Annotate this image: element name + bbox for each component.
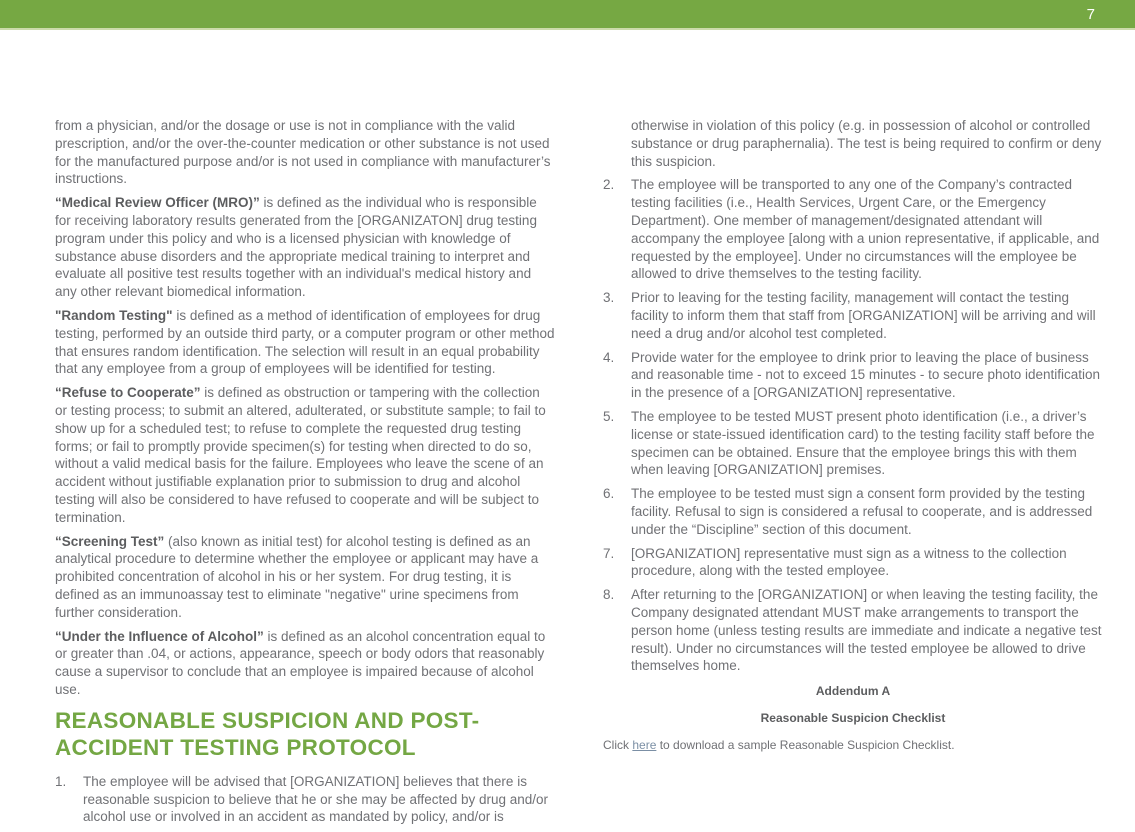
list-number: 2. — [603, 177, 615, 193]
definition-paragraph-random-testing — [55, 307, 555, 378]
list-text: After returning to the [ORGANIZATION] or when leaving the testing facility, the Company designated attendant MUST make arrangements to transport the person home (unless testing results are immediate and indicate a negative test result). Under no circumstances will the tested employee be allowed to drive themselves home. — [631, 587, 1102, 674]
definition-term: "Random Testing" — [55, 307, 173, 323]
list-number: 3. — [603, 290, 615, 306]
definition-term: “Screening Test” — [55, 533, 165, 549]
continuation-paragraph: otherwise in violation of this policy (e.g. in possession of alcohol or controlled substance or drug paraphernalia). The test is being required to confirm or deny this suspicion. — [631, 118, 1102, 169]
here-link[interactable]: here — [632, 737, 657, 752]
download-line-prefix: Click — [603, 737, 633, 752]
list-item-5 — [603, 408, 1103, 479]
list-text: The employee to be tested must sign a consent form provided by the testing facility. Refusal to sign is considered a refusal to cooperate, and is addressed under the “Discipline” section of this document. — [631, 486, 1093, 537]
list-text: The employee will be advised that [ORGANIZATION] believes that there is reasonable suspicion to believe that he or she may be affected by drug and/or alcohol use or involved in an accident as mandated by policy, and/or is — [83, 773, 549, 825]
definition-term: “Under the Influence of Alcohol” — [55, 628, 264, 644]
definition-text: is defined as a method of identification of employees for drug testing, performed by an outside third party, or a computer program or other method that ensures random identification. The selection will result in an equal probability that any employee from a group of employees will be identified for testing. — [55, 307, 555, 377]
page-header-bar — [0, 0, 1135, 30]
addendum-subtitle: Reasonable Suspicion Checklist — [760, 710, 946, 725]
list-number: 8. — [603, 587, 615, 603]
section-heading: REASONABLE SUSPICION AND POST-ACCIDENT TESTING PROTOCOL — [55, 707, 480, 760]
list-number: 4. — [603, 349, 615, 365]
definition-text: is defined as the individual who is responsible for receiving laboratory results generated from the [ORGANIZATON] drug testing program under this policy and who is a licensed physician with knowledge of substance abuse disorders and the appropriate medical training to interpret and evaluate all positive test results together with an individual's medical history and any other relevant biomedical information. — [55, 195, 537, 300]
page-number: 7 — [1086, 6, 1095, 23]
download-line-suffix: to download a sample Reasonable Suspicion Checklist. — [656, 737, 955, 752]
list-text: The employee will be transported to any one of the Company’s contracted testing facilities (i.e., Health Services, Urgent Care, or the Emergency Department). One member of management/designated attendant will accompany the employee [along with a union representative, if applicable, and requested by the employee]. Under no circumstances will the employee be allowed to drive themselves to the testing facility. — [631, 177, 1100, 282]
definition-text: (also known as initial test) for alcohol testing is defined as an analytical procedure to determine whether the employee or applicant may have a prohibited concentration of alcohol in his or her system. For drug testing, it is defined as an immunoassay test to eliminate "negative" urine specimens from further consideration. — [55, 533, 539, 620]
list-item-8 — [603, 586, 1103, 675]
list-number: 7. — [603, 545, 615, 561]
addendum-title: Addendum A — [815, 684, 891, 699]
list-text: Provide water for the employee to drink prior to leaving the place of business and reasonable time - not to exceed 15 minutes - to secure photo identification in the presence of a [ORGANIZATION] representative. — [631, 349, 1101, 401]
definition-paragraph-refuse-to-cooperate — [55, 384, 555, 526]
definition-paragraph-mro — [55, 194, 555, 301]
list-number: 6. — [603, 486, 615, 502]
download-line — [603, 737, 1103, 755]
list-text: The employee to be tested MUST present photo identification (i.e., a driver’s license or state-issued identification card) to the testing facility staff before the specimen can be obtained. Ensure that the employee brings this with them when leaving [ORGANIZATION] premises. — [631, 408, 1095, 478]
definition-text: is defined as obstruction or tampering with the collection or testing process; to submit an altered, adulterated, or substitute sample; to fail to show up for a scheduled test; to refuse to complete the requested drug testing forms; or fail to promptly provide specimen(s) for testing when directed to do so, without a valid medical basis for the failure. Employees who leave the scene of an accident without justifiable explanation prior to submission to drug and alcohol testing will also be considered to have refused to cooperate and will be subject to termination. — [55, 385, 546, 525]
list-text: Prior to leaving for the testing facility, management will contact the testing facility to inform them that staff from [ORGANIZATION] will be arriving and will need a drug and/or alcohol test completed. — [631, 290, 1096, 341]
list-item-7 — [603, 545, 1103, 581]
list-item-2 — [603, 176, 1103, 283]
list-item-6 — [603, 485, 1103, 538]
definition-text: is defined as an alcohol concentration equal to or greater than .04, or actions, appearance, speech or body odors that reasonably cause a supervisor to conclude that an employee is impaired because of alcohol use. — [55, 628, 546, 697]
left-column — [55, 117, 555, 832]
list-item-3 — [603, 289, 1103, 342]
right-column — [603, 117, 1103, 755]
list-item-1 — [55, 773, 555, 826]
list-item-4 — [603, 349, 1103, 402]
intro-paragraph: from a physician, and/or the dosage or use is not in compliance with the valid prescription, and/or the over-the-counter medication or other substance is not used for the manufactured purpose and/or is not used in compliance with manufacturer’s instructions. — [55, 118, 551, 187]
definition-term: “Medical Review Officer (MRO)” — [55, 195, 260, 211]
definition-paragraph-screening-test — [55, 533, 555, 622]
list-number: 1. — [55, 773, 67, 789]
list-text: [ORGANIZATION] representative must sign as a witness to the collection procedure, along with the tested employee. — [631, 545, 1067, 579]
list-number: 5. — [603, 408, 615, 424]
definition-term: “Refuse to Cooperate” — [55, 385, 201, 401]
definition-paragraph-under-the-influence — [55, 628, 555, 699]
